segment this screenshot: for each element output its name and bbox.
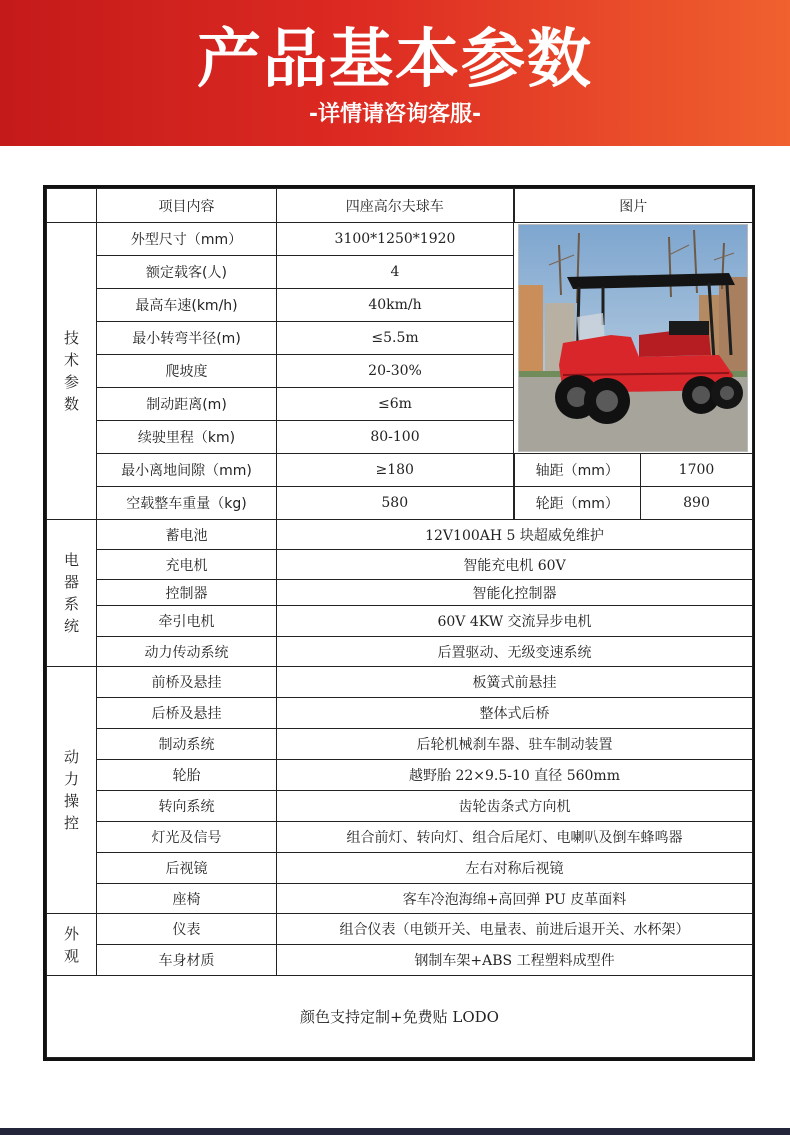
row-value: 组合仪表（电锁开关、电量表、前进后退开关、水杯架） [277, 914, 753, 945]
row-value: 后轮机械刹车器、驻车制动装置 [277, 729, 753, 760]
table-row [47, 454, 753, 487]
row-label: 制动距离(m) [97, 388, 277, 421]
table-row [47, 945, 753, 976]
product-photo-cell [514, 223, 753, 454]
row-label: 最高车速(km/h) [97, 289, 277, 322]
row-value: 580 [277, 487, 514, 520]
row-label: 空载整车重量（kg) [97, 487, 277, 520]
table-row [47, 914, 753, 945]
row-label: 动力传动系统 [97, 637, 277, 667]
footer-note: 颜色支持定制+免费贴 LODO [47, 976, 753, 1058]
header-model: 四座高尔夫球车 [277, 189, 514, 223]
row-label: 转向系统 [97, 791, 277, 822]
row-label: 轮胎 [97, 760, 277, 791]
row-label: 车身材质 [97, 945, 277, 976]
table-row [47, 853, 753, 884]
row-label: 座椅 [97, 884, 277, 914]
header-blank-cell [47, 189, 97, 223]
row-label: 灯光及信号 [97, 822, 277, 853]
row-value: ≤6m [277, 388, 514, 421]
table-row [47, 487, 753, 520]
row-value: 后置驱动、无级变速系统 [277, 637, 753, 667]
row-value-secondary: 1700 [641, 454, 753, 487]
spec-table [46, 188, 753, 1058]
bottom-bar [0, 1128, 790, 1135]
row-value: 智能化控制器 [277, 580, 753, 606]
row-value: 60V 4KW 交流异步电机 [277, 606, 753, 637]
golf-cart-photo [518, 224, 748, 452]
table-row [47, 667, 753, 698]
page-subtitle: -详情请咨询客服- [308, 102, 482, 127]
row-value: 钢制车架+ABS 工程塑料成型件 [277, 945, 753, 976]
row-label: 前桥及悬挂 [97, 667, 277, 698]
table-row [47, 698, 753, 729]
row-label: 后桥及悬挂 [97, 698, 277, 729]
row-value: 客车冷泡海绵+高回弹 PU 皮革面料 [277, 884, 753, 914]
row-label: 牵引电机 [97, 606, 277, 637]
category-power: 动力操控 [47, 667, 97, 914]
row-value: 20-30% [277, 355, 514, 388]
row-value: 整体式后桥 [277, 698, 753, 729]
category-tech: 技术参数 [47, 223, 97, 520]
table-row [47, 760, 753, 791]
row-label: 制动系统 [97, 729, 277, 760]
row-label: 爬坡度 [97, 355, 277, 388]
row-label: 外型尺寸（mm） [97, 223, 277, 256]
row-value: 板簧式前悬挂 [277, 667, 753, 698]
row-value: 组合前灯、转向灯、组合后尾灯、电喇叭及倒车蜂鸣器 [277, 822, 753, 853]
header-banner [0, 0, 790, 146]
table-row [47, 520, 753, 550]
row-value: 12V100AH 5 块超威免维护 [277, 520, 753, 550]
row-value: 越野胎 22×9.5-10 直径 560mm [277, 760, 753, 791]
table-row [47, 791, 753, 822]
row-label: 控制器 [97, 580, 277, 606]
row-label: 仪表 [97, 914, 277, 945]
row-label: 蓄电池 [97, 520, 277, 550]
table-row [47, 884, 753, 914]
row-value: ≥180 [277, 454, 514, 487]
table-row [47, 223, 753, 256]
row-value: 4 [277, 256, 514, 289]
table-row [47, 580, 753, 606]
row-label-secondary: 轮距（mm） [514, 487, 641, 520]
category-appearance: 外观 [47, 914, 97, 976]
table-row [47, 976, 753, 1058]
table-header-row [47, 189, 753, 223]
category-electric: 电器系统 [47, 520, 97, 667]
row-value: 左右对称后视镜 [277, 853, 753, 884]
row-label: 额定载客(人) [97, 256, 277, 289]
table-row [47, 606, 753, 637]
row-label-secondary: 轴距（mm） [514, 454, 641, 487]
row-value: 齿轮齿条式方向机 [277, 791, 753, 822]
table-row [47, 637, 753, 667]
row-label: 最小转弯半径(m) [97, 322, 277, 355]
header-picture: 图片 [514, 189, 753, 223]
row-value: ≤5.5m [277, 322, 514, 355]
row-value: 智能充电机 60V [277, 550, 753, 580]
row-value: 3100*1250*1920 [277, 223, 514, 256]
row-value-secondary: 890 [641, 487, 753, 520]
row-value: 80-100 [277, 421, 514, 454]
row-label: 续驶里程（km) [97, 421, 277, 454]
row-label: 最小离地间隙（mm) [97, 454, 277, 487]
table-row [47, 550, 753, 580]
table-row [47, 729, 753, 760]
header-item: 项目内容 [97, 189, 277, 223]
row-label: 充电机 [97, 550, 277, 580]
row-value: 40km/h [277, 289, 514, 322]
row-label: 后视镜 [97, 853, 277, 884]
table-row [47, 822, 753, 853]
page-title: 产品基本参数 [197, 23, 593, 97]
